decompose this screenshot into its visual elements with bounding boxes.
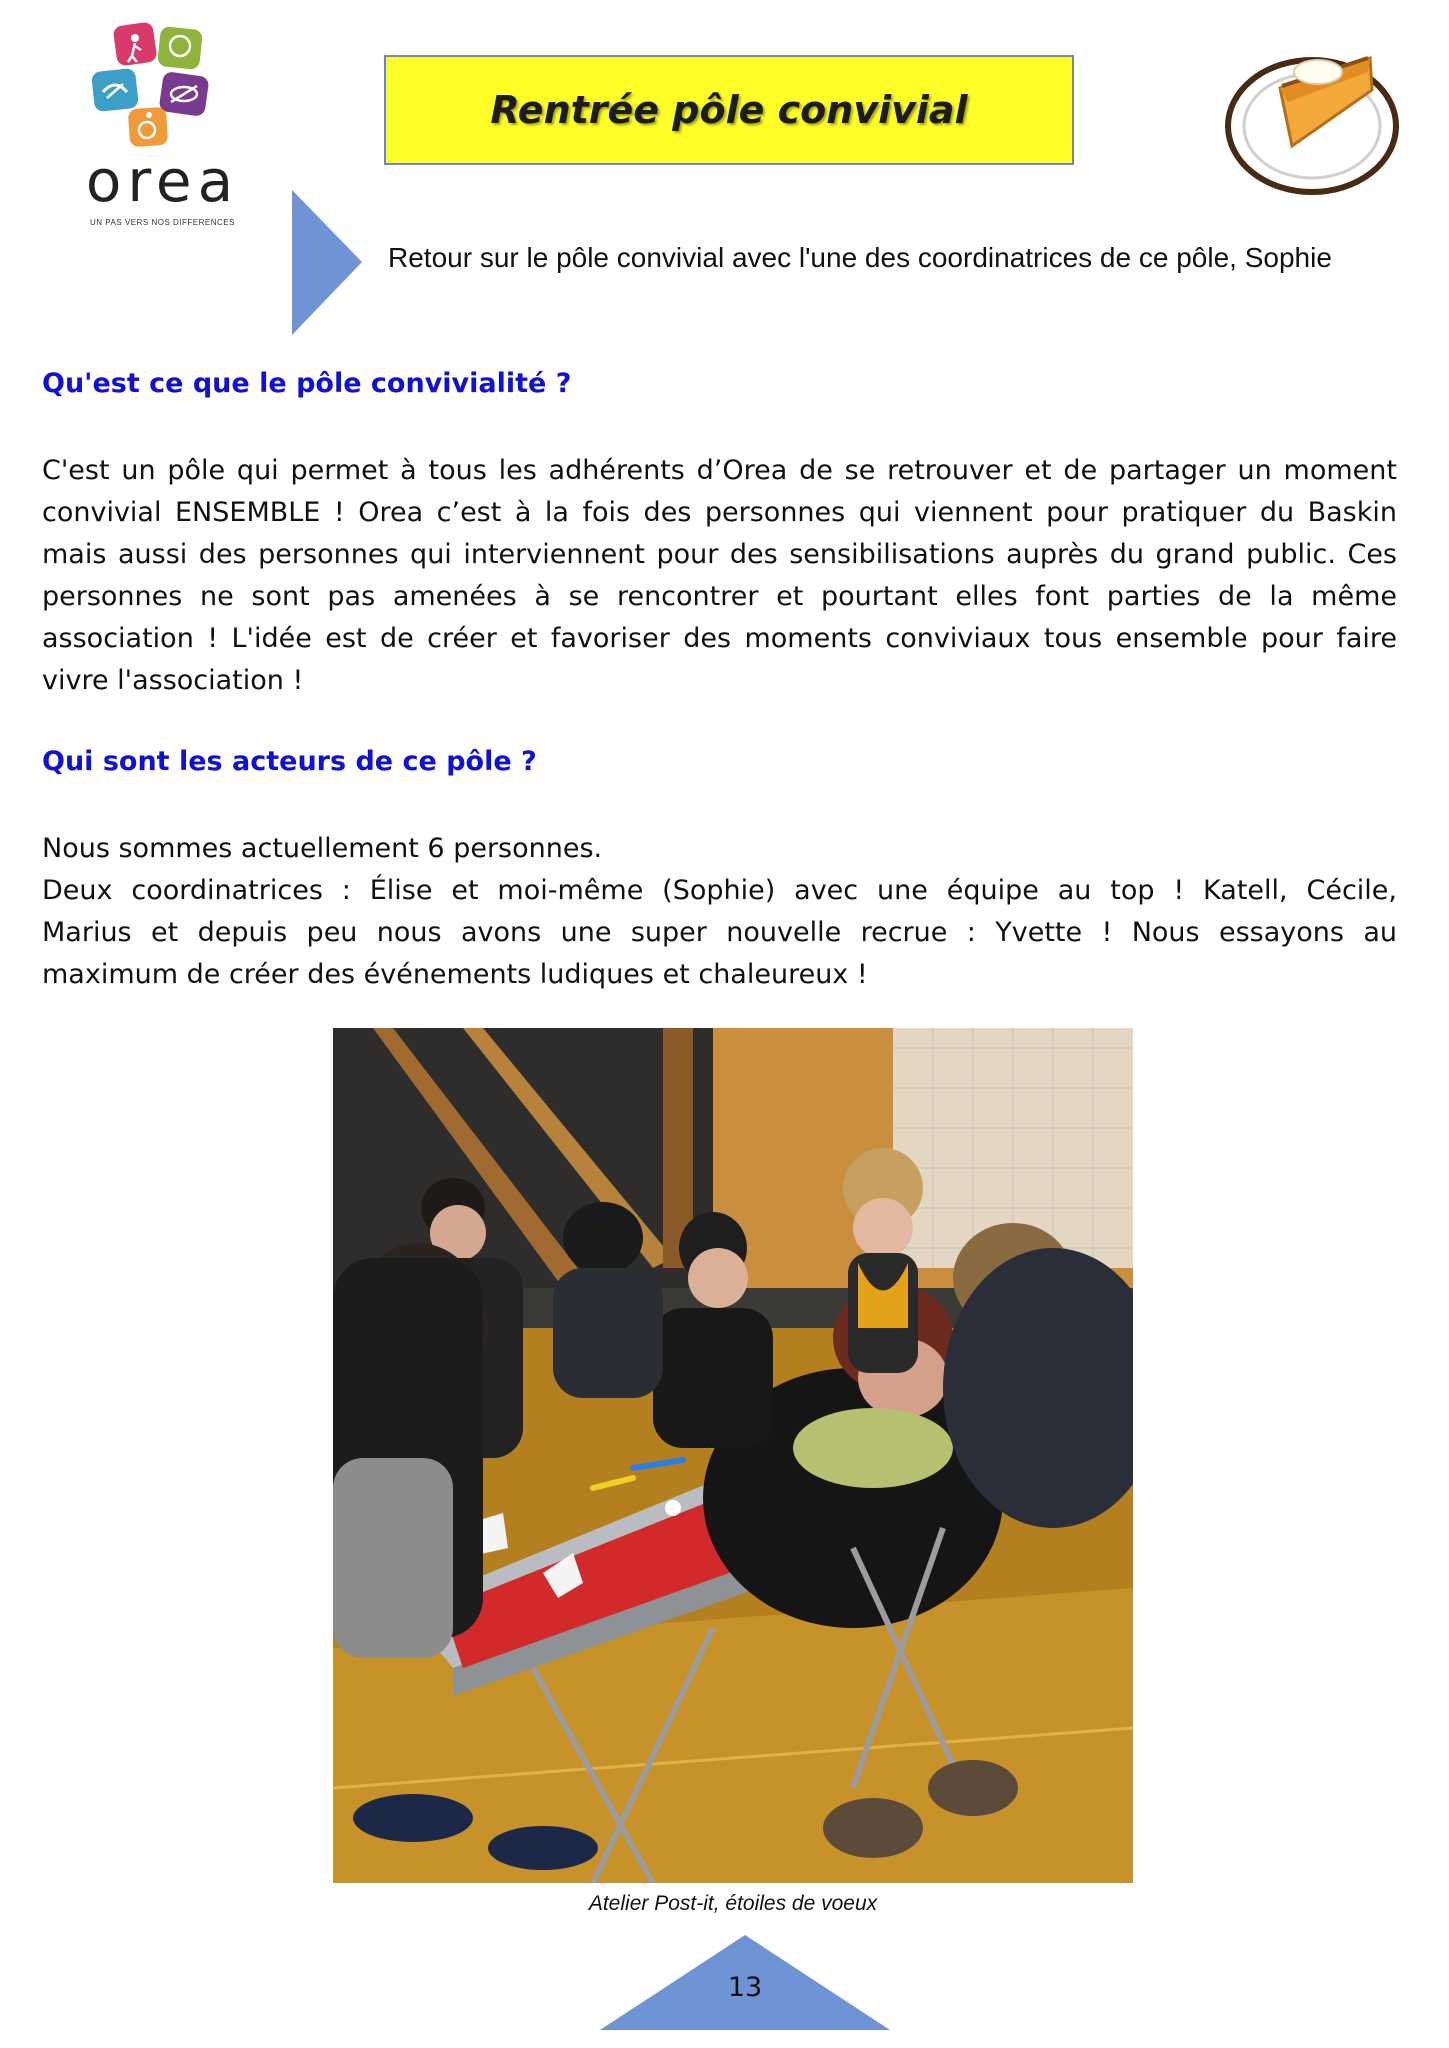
workshop-photo-illustration xyxy=(333,1028,1133,1883)
logo-wordmark: orea xyxy=(85,147,240,215)
body-line: convivial ENSEMBLE ! Orea c’est à la fois des personnes qui viennent pour pratiquer du Baskin xyxy=(42,497,1397,528)
body-line: association ! L'idée est de créer et favoriser des moments conviviaux tous ensemble pour faire xyxy=(42,623,1397,654)
body-line: Deux coordinatrices : Élise et moi-même (Sophie) avec une équipe au top ! Katell, Cécile, xyxy=(42,875,1397,906)
body-line: Nous sommes actuellement 6 personnes. xyxy=(42,833,603,864)
page-title: Rentrée pôle convivial xyxy=(490,88,968,132)
arrow-marker-icon xyxy=(292,190,362,335)
logo-icons xyxy=(75,22,250,152)
page-number: 13 xyxy=(727,1972,763,2003)
photo-caption: Atelier Post-it, étoiles de voeux xyxy=(588,1892,878,1915)
body-line: vivre l'association ! xyxy=(42,665,304,696)
section-heading-who: Qui sont les acteurs de ce pôle ? xyxy=(42,746,537,777)
pie-slice-icon xyxy=(1222,28,1402,196)
body-line: C'est un pôle qui permet à tous les adhérents d’Orea de se retrouver et de partager un moment xyxy=(42,455,1397,486)
workshop-photo xyxy=(333,1028,1133,1883)
section-heading-what: Qu'est ce que le pôle convivialité ? xyxy=(42,368,572,399)
section-body-who xyxy=(42,828,1397,996)
title-banner xyxy=(384,55,1074,165)
section-body-what xyxy=(42,450,1397,702)
body-line: Marius et depuis peu nous avons une super nouvelle recrue : Yvette ! Nous essayons au xyxy=(42,917,1397,948)
body-line: personnes ne sont pas amenées à se rencontrer et pourtant elles font parties de la même xyxy=(42,581,1397,612)
orea-logo xyxy=(75,22,250,227)
body-line: maximum de créer des événements ludiques et chaleureux ! xyxy=(42,959,868,990)
body-line: mais aussi des personnes qui interviennent pour des sensibilisations auprès du grand public. Ces xyxy=(42,539,1397,570)
logo-tagline: UN PAS VERS NOS DIFFERENCES xyxy=(90,218,235,227)
intro-text: Retour sur le pôle convivial avec l'une des coordinatrices de ce pôle, Sophie xyxy=(388,242,1332,273)
